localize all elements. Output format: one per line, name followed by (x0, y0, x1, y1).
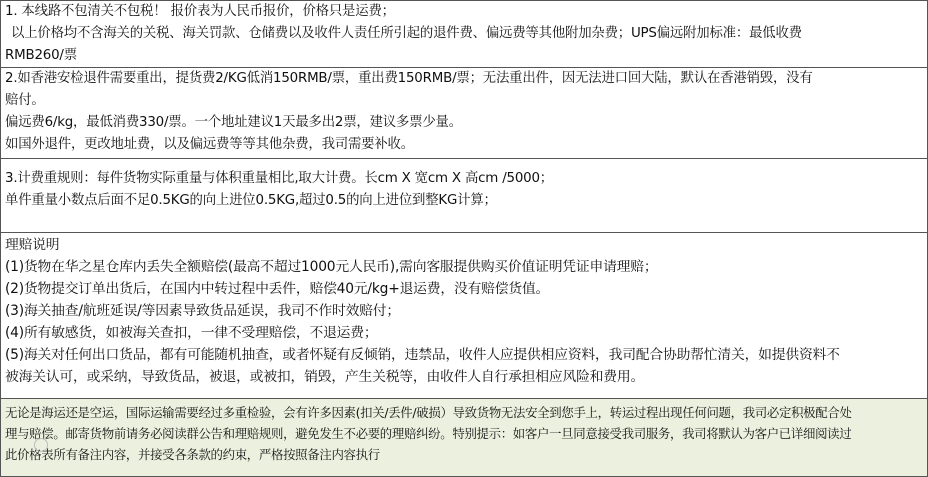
disclaimer-line: 无论是海运还是空运，国际运输需要经过多重检验，会有许多因素(扣关/丢件/破损）导致货物无法安全到您手上，转运过程出现任何问题，我司必定积极配合处 (5, 405, 852, 420)
notice-line: 3.计费重规则：每件货物实际重量与体积重量相比,取大计费。长cm X 宽cm X 高cm /5000； (5, 171, 553, 186)
notice-claims (1, 232, 927, 398)
claims-item: (4)所有敏感货，如被海关查扣，一律不受理赔偿，不退运费； (5, 325, 378, 341)
notice-hk-return (1, 67, 927, 158)
notice-line: 2.如香港安检退件需要重出，提货费2/KG低消150RMB/票，重出费150RMB/票；无法重出件，因无法进口回大陆，默认在香港销毁，没有 (5, 71, 813, 86)
notice-line: 如国外退件，更改地址费，以及偏远费等等其他杂费，我司需要补收。 (5, 137, 414, 152)
claims-item: (5)海关对任何出口货品，都有可能随机抽查，或者怀疑有反倾销，违禁品，收件人应提供相应资料，我司配合协助帮忙清关，如提供资料不 (5, 347, 840, 363)
notice-line: 以上价格均不含海关的关税、海关罚款、仓储费以及收件人责任所引起的退件费、偏远费等其他附加杂费；UPS偏远附加标准：最低收费 (11, 26, 802, 41)
notice-line: 偏远费6/kg，最低消费330/票。一个地址建议1天最多出2票，建议多票少量。 (5, 115, 462, 130)
disclaimer-line: 此价格表所有备注内容，并接受各条款的约束，严格按照备注内容执行 (5, 447, 380, 462)
notice-freight-only (1, 1, 927, 67)
notice-line: 1. 本线路不包清关不包税！ 报价表为人民币报价，价格只是运费； (5, 4, 395, 19)
notice-weight-rules (1, 158, 927, 232)
claims-item: (2)货物提交订单出货后，在国内中转过程中丢件，赔偿40元/kg+退运费，没有赔偿货值。 (5, 281, 550, 297)
notice-line: 单件重量小数点后面不足0.5KG的向上进位0.5KG,超过0.5的向上进位到整KG计算； (5, 193, 497, 208)
notice-line: RMB260/票 (5, 48, 77, 63)
claims-item: 被海关认可，或采纳，导致货品，被退，或被扣，销毁，产生关税等，由收件人自行承担相应风险和费用。 (5, 369, 645, 385)
notice-general-disclaimer (1, 398, 927, 476)
claims-title: 理赔说明 (5, 237, 60, 253)
disclaimer-line: 理与赔偿。邮寄货物前请务必阅读群公告和理赔规则，避免发生不必要的理赔纠纷。特别提示：如客户一旦同意接受我司服务，我司将默认为客户已详细阅读过 (5, 426, 852, 441)
claims-item: (3)海关抽查/航班延误/等因素导致货品延误，我司不作时效赔付； (5, 303, 400, 319)
notice-line: 赔付。 (5, 93, 45, 108)
claims-item: (1)货物在华之星仓库内丢失全额赔偿(最高不超过1000元人民币),需向客服提供购买价值证明凭证申请理赔； (5, 259, 658, 275)
